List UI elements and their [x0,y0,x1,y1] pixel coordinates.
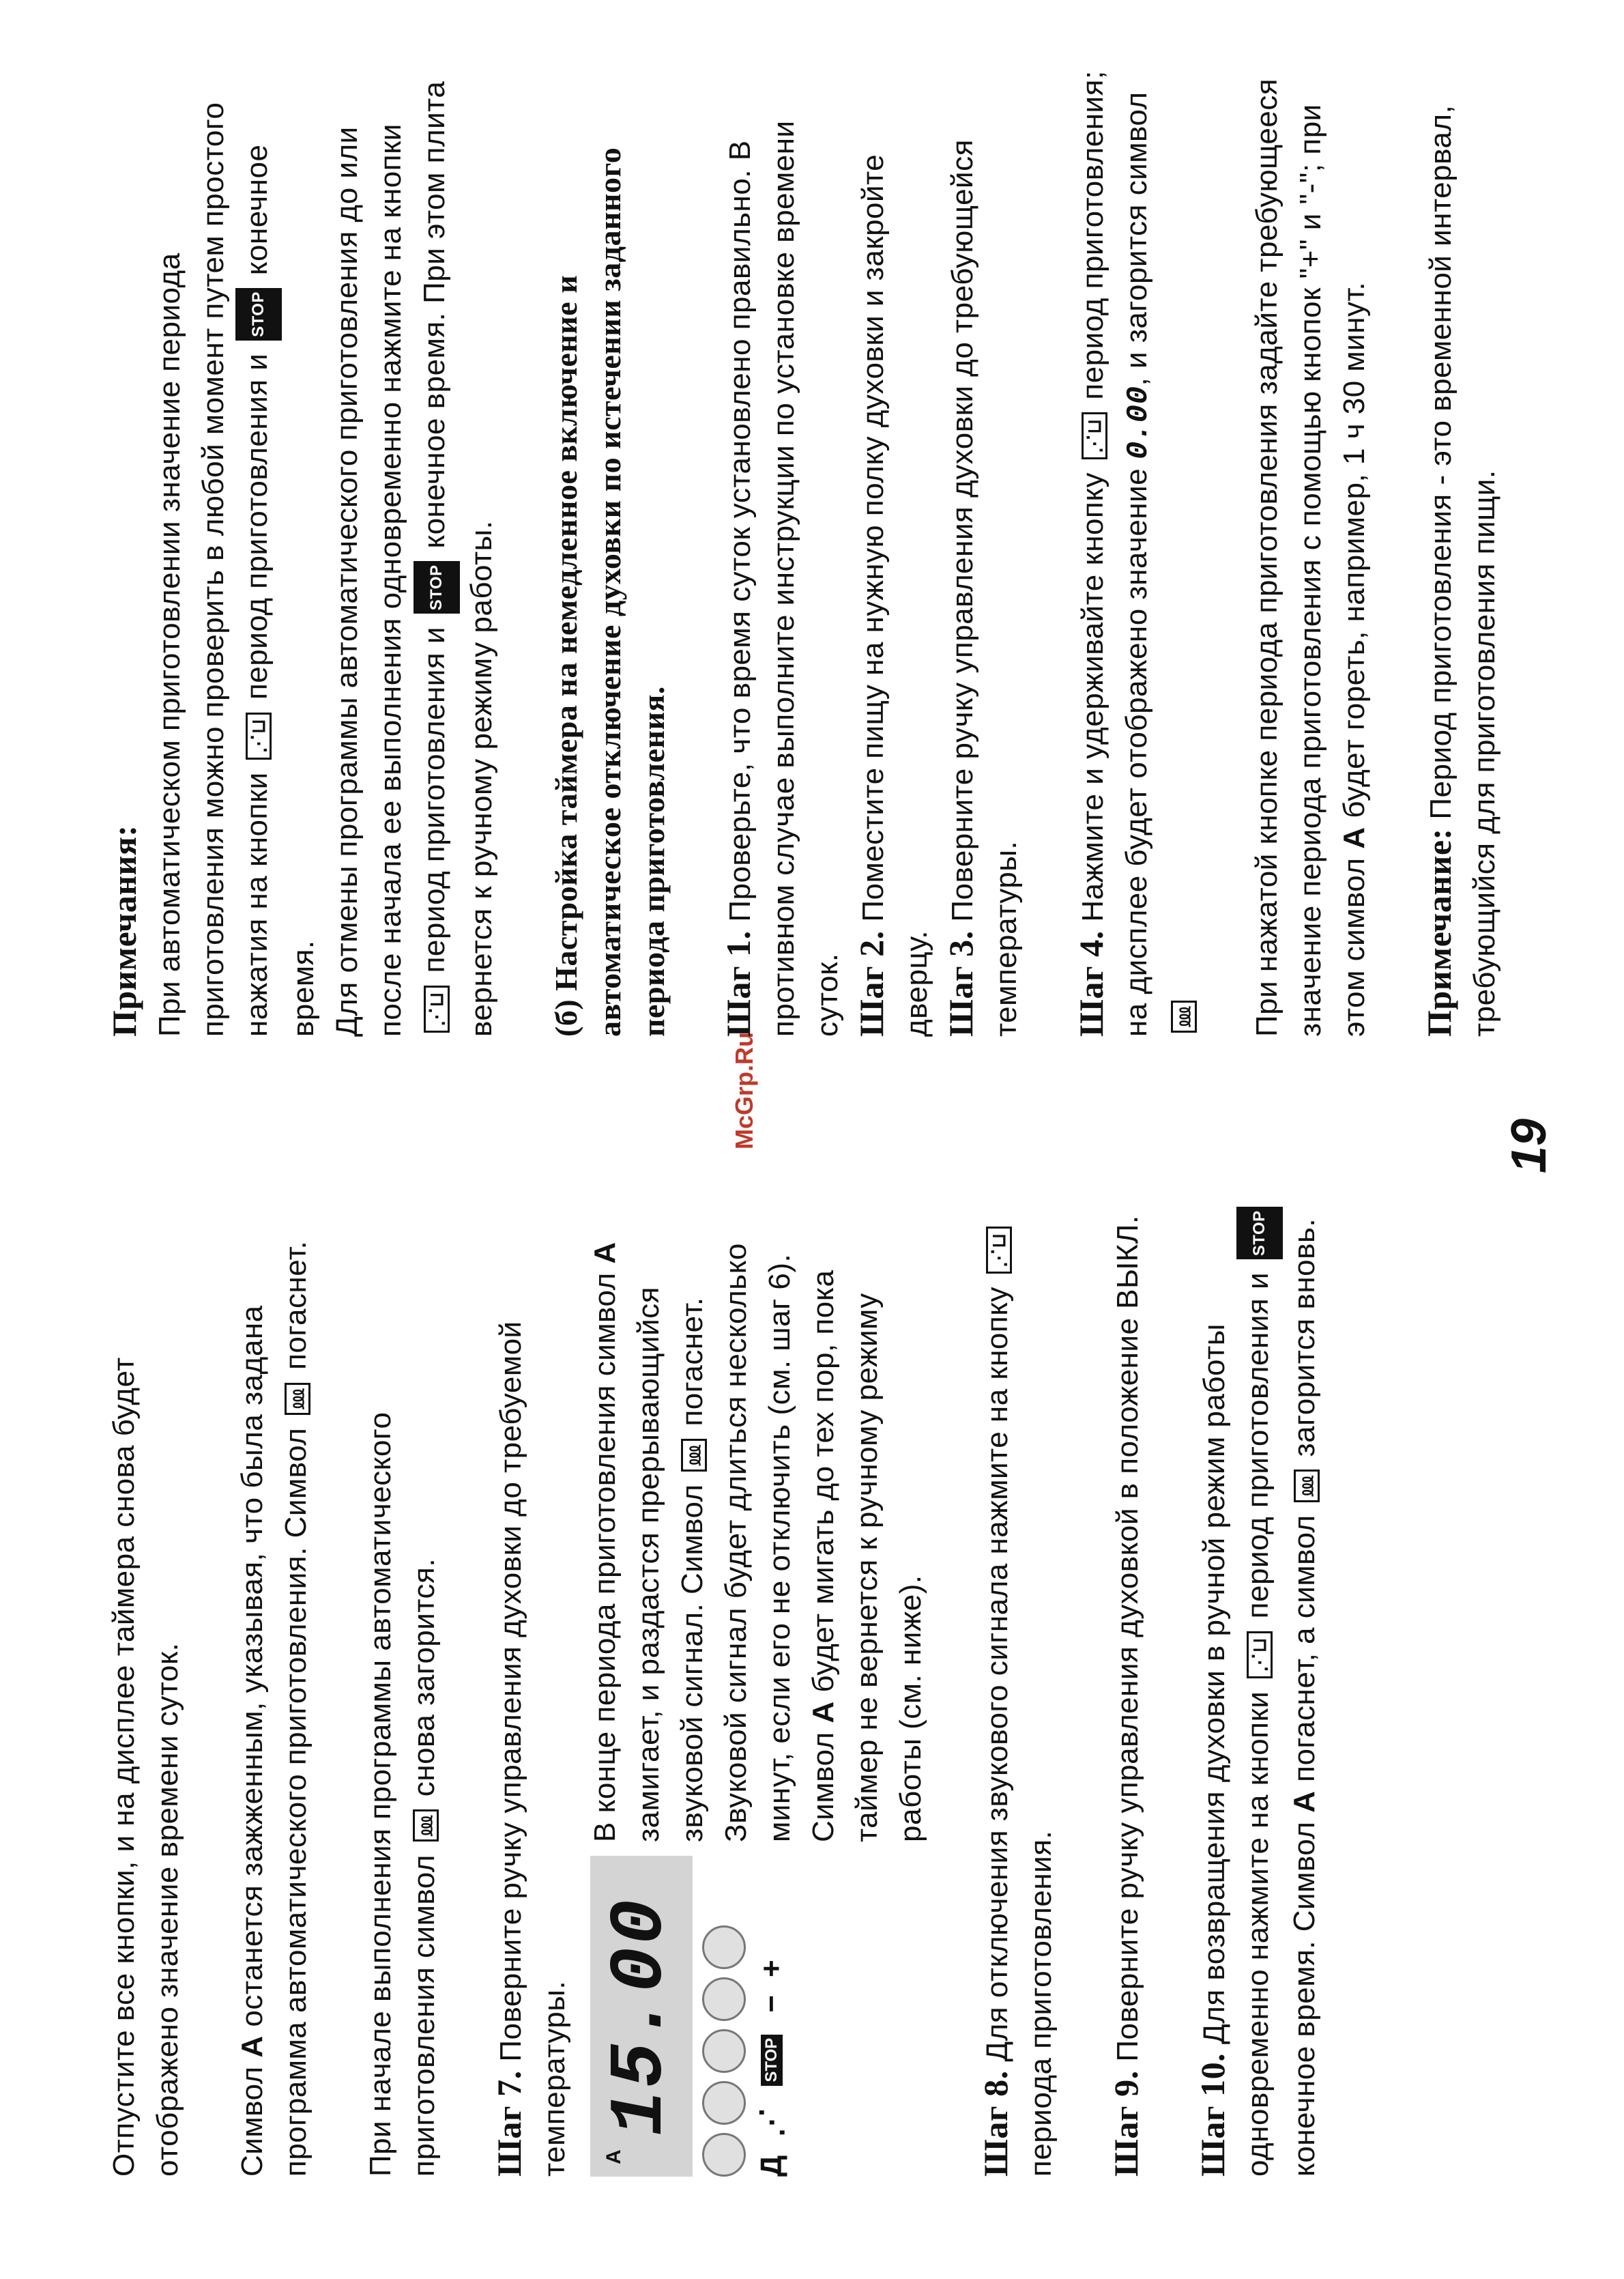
timer-button [702,2133,746,2177]
step-7-detail [583,1194,933,2177]
auto-cook-icon: ⅏ [413,1809,439,1841]
display-time: 15.00 [598,1896,684,2136]
auto-cook-icon: ⅏ [681,1439,707,1471]
section-b-heading: (б) Настройка таймера на немедленное включение и автоматическое отключение духовки по истечении заданного периода приготовления. [548,147,671,1037]
notes: Примечания: При автоматическом приготовлении значение периода приготовления можно проверить в любой момент путем простого нажатия на кнопки ⋰⊔ период приготовления и STOP конечное время. Для отмены программы автоматического приготовления до или после начала ее выполнения одновременно нажмите на кнопки ⋰⊔ период приготовления и STOP конечное время. При этом плита вернется к ручному режиму работы. [105,81,498,1037]
timer-button [702,2081,746,2125]
display-zero-value: 0.00 [1121,386,1156,460]
note-cooking-period: Примечание: Период приготовления - это временной интервал, требующийся для приготовления пищи. [1419,104,1501,1037]
cook-period-icon: ⋰⊔ [424,986,450,1033]
timer-button [702,1925,746,1969]
notes-title: Примечания: [105,825,143,1037]
plus-icon: + [754,1960,788,1978]
display-auto-symbol: A [603,2149,625,2164]
paragraph-symbol-a: Символ А останется зажженным, указывая, что была задана программа автоматического приготовления. Символ ⅏ погаснет. [235,1240,313,2177]
paragraph-program-start: При начале выполнения программы автоматического приготовления символ ⅏ снова загорится. [364,1411,441,2177]
step-1: Шаг 1. Проверьте, что время суток установлено правильно. В противном случае выполните инструкции по установке времени суток. [719,120,844,1037]
auto-cook-icon: ⅏ [285,1383,310,1415]
step-2: Шаг 2. Поместите пищу на нужную полку духовки и закройте дверцу. [852,154,933,1037]
stop-icon: STOP [235,288,282,341]
step-9: Шаг 9. Поверните ручку управления духовкой в положение ВЫКЛ. [1107,1215,1145,2177]
timer-panel-illustration [583,1856,933,2177]
stop-icon: STOP [1236,1207,1283,1259]
stop-icon: STOP [414,561,460,614]
step-10: Шаг 10. Для возвращения духовки в ручной режим работы одновременно нажмите на кнопки ⋰⊔ период приготовления и STOP конечное время. Символ А погаснет, а символ ⅏ загорится вновь. [1191,1194,1326,2177]
step-7: Шаг 7. Поверните ручку управления духовки до требуемой температуры. [490,1321,571,2177]
stop-icon: STOP [761,2035,783,2086]
step-8: Шаг 8. Для отключения звукового сигнала нажмите на кнопку ⋰⊔ периода приготовления. [974,1194,1063,2177]
bell-icon: Д [754,2155,788,2177]
watermark: McGrp.Ru [730,1031,758,1149]
cook-period-icon: ⋰⊔ [1082,412,1107,459]
timer-buttons [702,1856,746,2177]
left-column [102,1194,1326,2177]
paragraph-setting: При нажатой кнопке периода приготовления задайте требующееся значение периода приготовления с помощью кнопок "+" и "-"; при этом символ А будет гореть, например, 1 ч 30 минут. [1249,78,1371,1037]
minus-icon: − [754,1995,788,2013]
auto-cook-icon: ⅏ [1294,1470,1320,1502]
cook-period-icon: ⋰⊔ [1247,1631,1273,1678]
cook-period-icon: ⋰⊔ [986,1227,1012,1274]
auto-cook-icon: ⅏ [1171,1001,1197,1033]
page-number: 19 [1502,1118,1556,1173]
paragraph-release-buttons: Отпустите все кнопки, и на дисплее таймера снова будет отображено значение времени суток. [107,1357,184,2177]
timer-button-symbols [754,1856,789,2177]
right-column [102,61,1507,1037]
step-4: Шаг 4. Нажмите и удерживайте кнопку ⋰⊔ период приготовления; на дисплее будет отображено значение 0.00, и загорится символ ⅏ [1069,61,1204,1037]
timer-button [702,2029,746,2073]
timer-button [702,1977,746,2021]
cook-period-icon: ⋰⊔ [246,713,272,760]
step-7-explanation: В конце периода приготовления символ А замигает, и раздастся прерывающийся звуковой сигнал. Символ ⅏ погаснет. Звуковой сигнал будет длиться несколько минут, если его не отключить (см. шаг 6). Символ А будет мигать до тех пор, пока таймер не вернется к ручному режиму работы (см. ниже). [588,1242,927,1842]
step-3: Шаг 3. Поверните ручку управления духовки до требующейся температуры. [941,139,1023,1037]
timer-display [590,1856,693,2177]
cook-period-icon: ⋰ [755,2107,788,2138]
